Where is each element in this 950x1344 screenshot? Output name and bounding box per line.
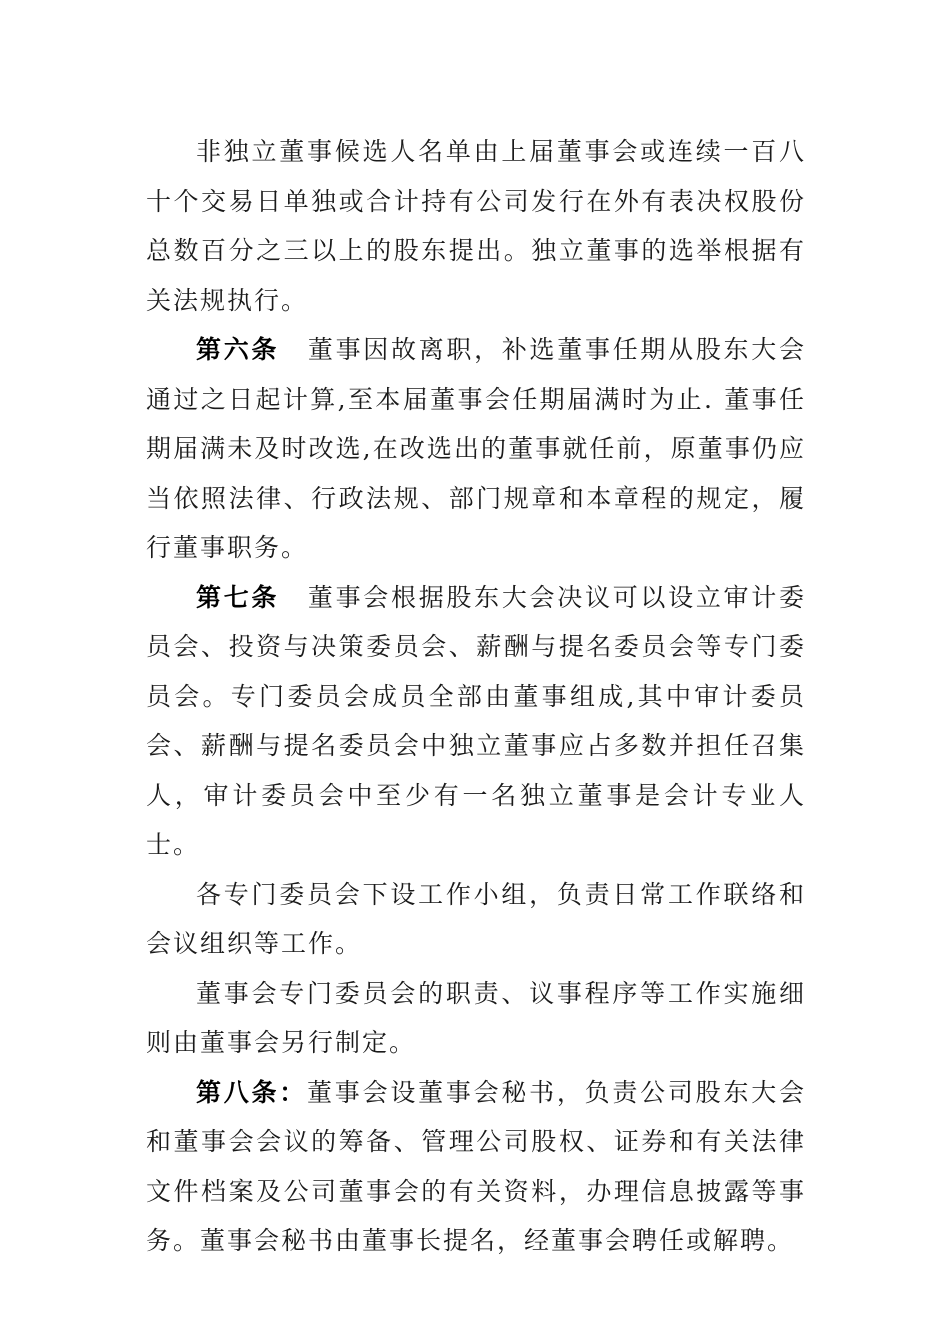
paragraph-text: 董事会根据股东大会决议可以设立审计委员会、投资与决策委员会、薪酬与提名委员会等专门委员会。专门委员会成员全部由董事组成,其中审计委员会、薪酬与提名委员会中独立董事应占多数并担任召集人，审计委员会中至少有一名独立董事是会计专业人士。: [146, 582, 806, 859]
paragraph-text: 董事会专门委员会的职责、议事程序等工作实施细则由董事会另行制定。: [146, 978, 806, 1057]
article-8: [146, 1068, 806, 1266]
paragraph-text: 董事会设董事会秘书，负责公司股东大会和董事会会议的筹备、管理公司股权、证券和有关法律文件档案及公司董事会的有关资料，办理信息披露等事务。董事会秘书由董事长提名，经董事会聘任或解聘。: [146, 1077, 806, 1255]
article-number: 第六条: [196, 335, 280, 364]
paragraph-nominee-rules: [146, 127, 806, 325]
article-number: 第七条: [196, 582, 280, 612]
article-number: 第八条: [196, 1077, 280, 1107]
paragraph-committee-rules: [146, 969, 806, 1068]
article-colon: ：: [279, 1077, 308, 1107]
paragraph-text: 各专门委员会下设工作小组，负责日常工作联络和会议组织等工作。: [146, 879, 806, 958]
article-6: [146, 325, 806, 573]
paragraph-working-groups: [146, 870, 806, 969]
paragraph-text: 非独立董事候选人名单由上届董事会或连续一百八十个交易日单独或合计持有公司发行在外有表决权股份总数百分之三以上的股东提出。独立董事的选举根据有关法规执行。: [146, 137, 806, 315]
document-body: [146, 127, 806, 1266]
article-7: [146, 573, 806, 870]
paragraph-text: 董事因故离职，补选董事任期从股东大会通过之日起计算,至本届董事会任期届满时为止. 董事任期届满未及时改选,在改选出的董事就任前，原董事仍应当依照法律、行政法规、部门规章和本章程的规定，履行董事职务。: [146, 335, 806, 562]
